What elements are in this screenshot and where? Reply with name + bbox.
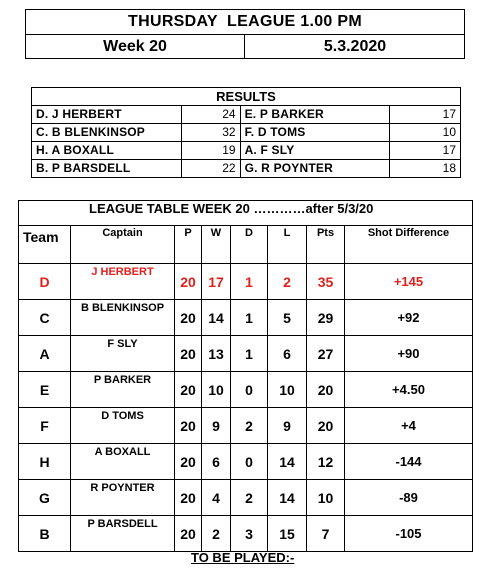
to-be-played-heading: TO BE PLAYED:-: [191, 550, 295, 565]
won-cell: 2: [202, 516, 231, 552]
col-won: W: [202, 226, 231, 264]
team-cell: E: [19, 372, 71, 408]
col-drawn: D: [231, 226, 268, 264]
header-box: [25, 9, 465, 59]
table-row: [19, 444, 473, 480]
results-title: RESULTS: [32, 88, 461, 106]
drawn-cell: 1: [231, 300, 268, 336]
table-row: [19, 264, 473, 300]
captain-cell: F SLY: [71, 336, 175, 372]
lost-cell: 10: [268, 372, 307, 408]
results-table: [31, 87, 461, 178]
result-row: [32, 106, 461, 124]
captain-cell: P BARKER: [71, 372, 175, 408]
result-row: [32, 160, 461, 178]
drawn-cell: 1: [231, 264, 268, 300]
captain-cell: D TOMS: [71, 408, 175, 444]
away-team: A. F SLY: [240, 142, 390, 160]
captain-cell: P BARSDELL: [71, 516, 175, 552]
played-cell: 20: [175, 264, 202, 300]
table-row: [19, 336, 473, 372]
shot-difference-cell: -105: [345, 516, 473, 552]
won-cell: 9: [202, 408, 231, 444]
shot-difference-cell: +92: [345, 300, 473, 336]
league-table: [18, 200, 473, 552]
away-team: E. P BARKER: [240, 106, 390, 124]
captain-cell: R POYNTER: [71, 480, 175, 516]
points-cell: 20: [307, 408, 345, 444]
played-cell: 20: [175, 516, 202, 552]
won-cell: 6: [202, 444, 231, 480]
team-cell: G: [19, 480, 71, 516]
points-cell: 27: [307, 336, 345, 372]
team-cell: D: [19, 264, 71, 300]
won-cell: 4: [202, 480, 231, 516]
shot-difference-cell: +4.50: [345, 372, 473, 408]
col-shot-difference: Shot Difference: [345, 226, 473, 264]
points-cell: 20: [307, 372, 345, 408]
home-team: B. P BARSDELL: [32, 160, 182, 178]
away-score: 18: [390, 160, 461, 178]
drawn-cell: 2: [231, 408, 268, 444]
home-team: C. B BLENKINSOP: [32, 124, 182, 142]
captain-cell: B BLENKINSOP: [71, 300, 175, 336]
away-score: 10: [390, 124, 461, 142]
drawn-cell: 0: [231, 444, 268, 480]
result-row: [32, 142, 461, 160]
col-lost: L: [268, 226, 307, 264]
home-score: 32: [181, 124, 240, 142]
points-cell: 35: [307, 264, 345, 300]
won-cell: 13: [202, 336, 231, 372]
col-played: P: [175, 226, 202, 264]
away-score: 17: [390, 106, 461, 124]
points-cell: 10: [307, 480, 345, 516]
played-cell: 20: [175, 444, 202, 480]
points-cell: 7: [307, 516, 345, 552]
won-cell: 17: [202, 264, 231, 300]
table-row: [19, 408, 473, 444]
home-team: H. A BOXALL: [32, 142, 182, 160]
team-cell: C: [19, 300, 71, 336]
team-cell: F: [19, 408, 71, 444]
table-row: [19, 516, 473, 552]
captain-cell: A BOXALL: [71, 444, 175, 480]
away-team: F. D TOMS: [240, 124, 390, 142]
lost-cell: 5: [268, 300, 307, 336]
week-label: Week 20: [26, 35, 245, 59]
home-team: D. J HERBERT: [32, 106, 182, 124]
home-score: 24: [181, 106, 240, 124]
shot-difference-cell: +4: [345, 408, 473, 444]
lost-cell: 14: [268, 444, 307, 480]
shot-difference-cell: -89: [345, 480, 473, 516]
played-cell: 20: [175, 336, 202, 372]
played-cell: 20: [175, 408, 202, 444]
away-team: G. R POYNTER: [240, 160, 390, 178]
team-cell: H: [19, 444, 71, 480]
drawn-cell: 3: [231, 516, 268, 552]
table-row: [19, 372, 473, 408]
league-table-title: LEAGUE TABLE WEEK 20 …………after 5/3/20: [19, 201, 473, 226]
home-score: 22: [181, 160, 240, 178]
table-row: [19, 300, 473, 336]
col-points: Pts: [307, 226, 345, 264]
drawn-cell: 2: [231, 480, 268, 516]
won-cell: 14: [202, 300, 231, 336]
league-header-row: [19, 226, 473, 264]
captain-cell: J HERBERT: [71, 264, 175, 300]
team-cell: B: [19, 516, 71, 552]
lost-cell: 2: [268, 264, 307, 300]
col-captain: Captain: [71, 226, 175, 264]
shot-difference-cell: +90: [345, 336, 473, 372]
team-cell: A: [19, 336, 71, 372]
result-row: [32, 124, 461, 142]
away-score: 17: [390, 142, 461, 160]
played-cell: 20: [175, 300, 202, 336]
points-cell: 12: [307, 444, 345, 480]
played-cell: 20: [175, 372, 202, 408]
won-cell: 10: [202, 372, 231, 408]
league-title: THURSDAY LEAGUE 1.00 PM: [26, 10, 464, 35]
table-row: [19, 480, 473, 516]
lost-cell: 15: [268, 516, 307, 552]
drawn-cell: 0: [231, 372, 268, 408]
lost-cell: 9: [268, 408, 307, 444]
points-cell: 29: [307, 300, 345, 336]
shot-difference-cell: -144: [345, 444, 473, 480]
date-label: 5.3.2020: [323, 38, 387, 55]
lost-cell: 14: [268, 480, 307, 516]
shot-difference-cell: +145: [345, 264, 473, 300]
drawn-cell: 1: [231, 336, 268, 372]
lost-cell: 6: [268, 336, 307, 372]
home-score: 19: [181, 142, 240, 160]
played-cell: 20: [175, 480, 202, 516]
col-team: Team: [19, 226, 71, 264]
